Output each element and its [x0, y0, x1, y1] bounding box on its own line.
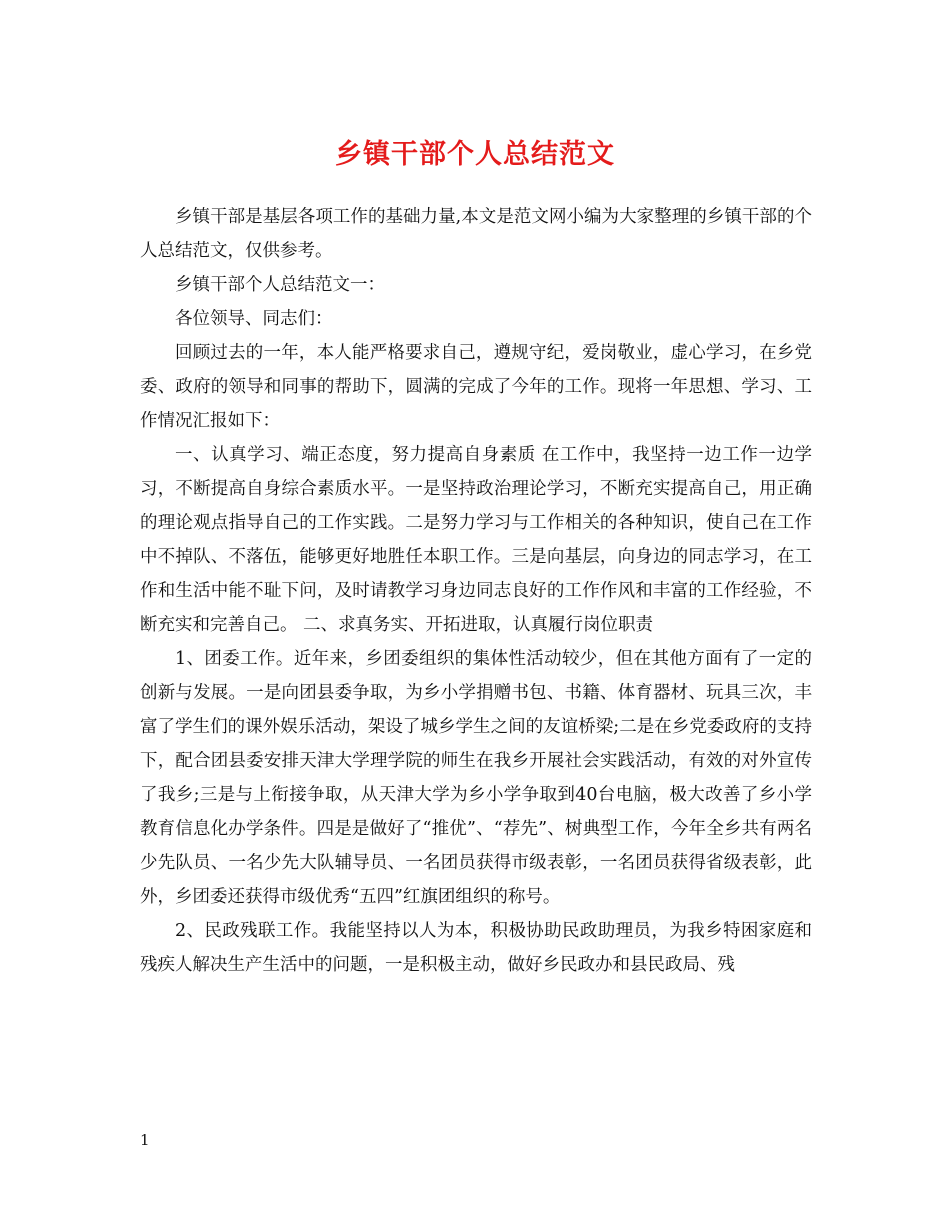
- salutation: 各位领导、同志们：: [175, 309, 333, 329]
- body-paragraph: 1、团委工作。近年来，乡团委组织的集体性活动较少，但在其他方面有了一定的创新与发展。一是向团县委争取，为乡小学捐赠书包、书籍、体育器材、玩具三次，丰富了学生们的课外娱乐活动，架设了城乡学生之间的友谊桥梁;二是在乡党委政府的支持下，配合团县委安排天津大学理学院的师生在我乡开展社会实践活动，有效的对外宣传了我乡;三是与上衔接争取，从天津大学为乡小学争取到40台电脑，极大改善了乡小学教育信息化办学条件。四是是做好了“推优”、“荐先”、树典型工作，今年全乡共有两名少先队员、一名少先大队辅导员、一名团员获得市级表彰，一名团员获得省级表彰，此外，乡团委还获得市级优秀“五四”红旗团组织的称号。: [140, 649, 812, 907]
- section-heading: 乡镇干部个人总结范文一：: [175, 275, 385, 295]
- body-paragraph: 回顾过去的一年，本人能严格要求自己，遵规守纪，爱岗敬业，虚心学习，在乡党委、政府的领导和同事的帮助下，圆满的完成了今年的工作。现将一年思想、学习、工作情况汇报如下：: [140, 343, 812, 431]
- body-paragraph: 一、认真学习、端正态度，努力提高自身素质 在工作中，我坚持一边工作一边学习，不断提高自身综合素质水平。一是坚持政治理论学习，不断充实提高自己，用正确的理论观点指导自己的工作实践。二是努力学习与工作相关的各种知识，使自己在工作中不掉队、不落伍，能够更好地胜任本职工作。三是向基层，向身边的同志学习，在工作和生活中能不耻下问，及时请教学习身边同志良好的工作作风和丰富的工作经验，不断充实和完善自己。 二、求真务实、开拓进取，认真履行岗位职责: [140, 445, 812, 635]
- page-number: 1: [140, 1131, 150, 1149]
- document-body: [140, 200, 812, 982]
- document-title: 乡镇干部个人总结范文: [335, 139, 615, 170]
- body-paragraph: 2、民政残联工作。我能坚持以人为本，积极协助民政助理员，为我乡特困家庭和残疾人解决生产生活中的问题，一是积极主动，做好乡民政办和县民政局、残: [140, 921, 812, 975]
- intro-paragraph: 乡镇干部是基层各项工作的基础力量,本文是范文网小编为大家整理的乡镇干部的个人总结范文，仅供参考。: [140, 207, 812, 261]
